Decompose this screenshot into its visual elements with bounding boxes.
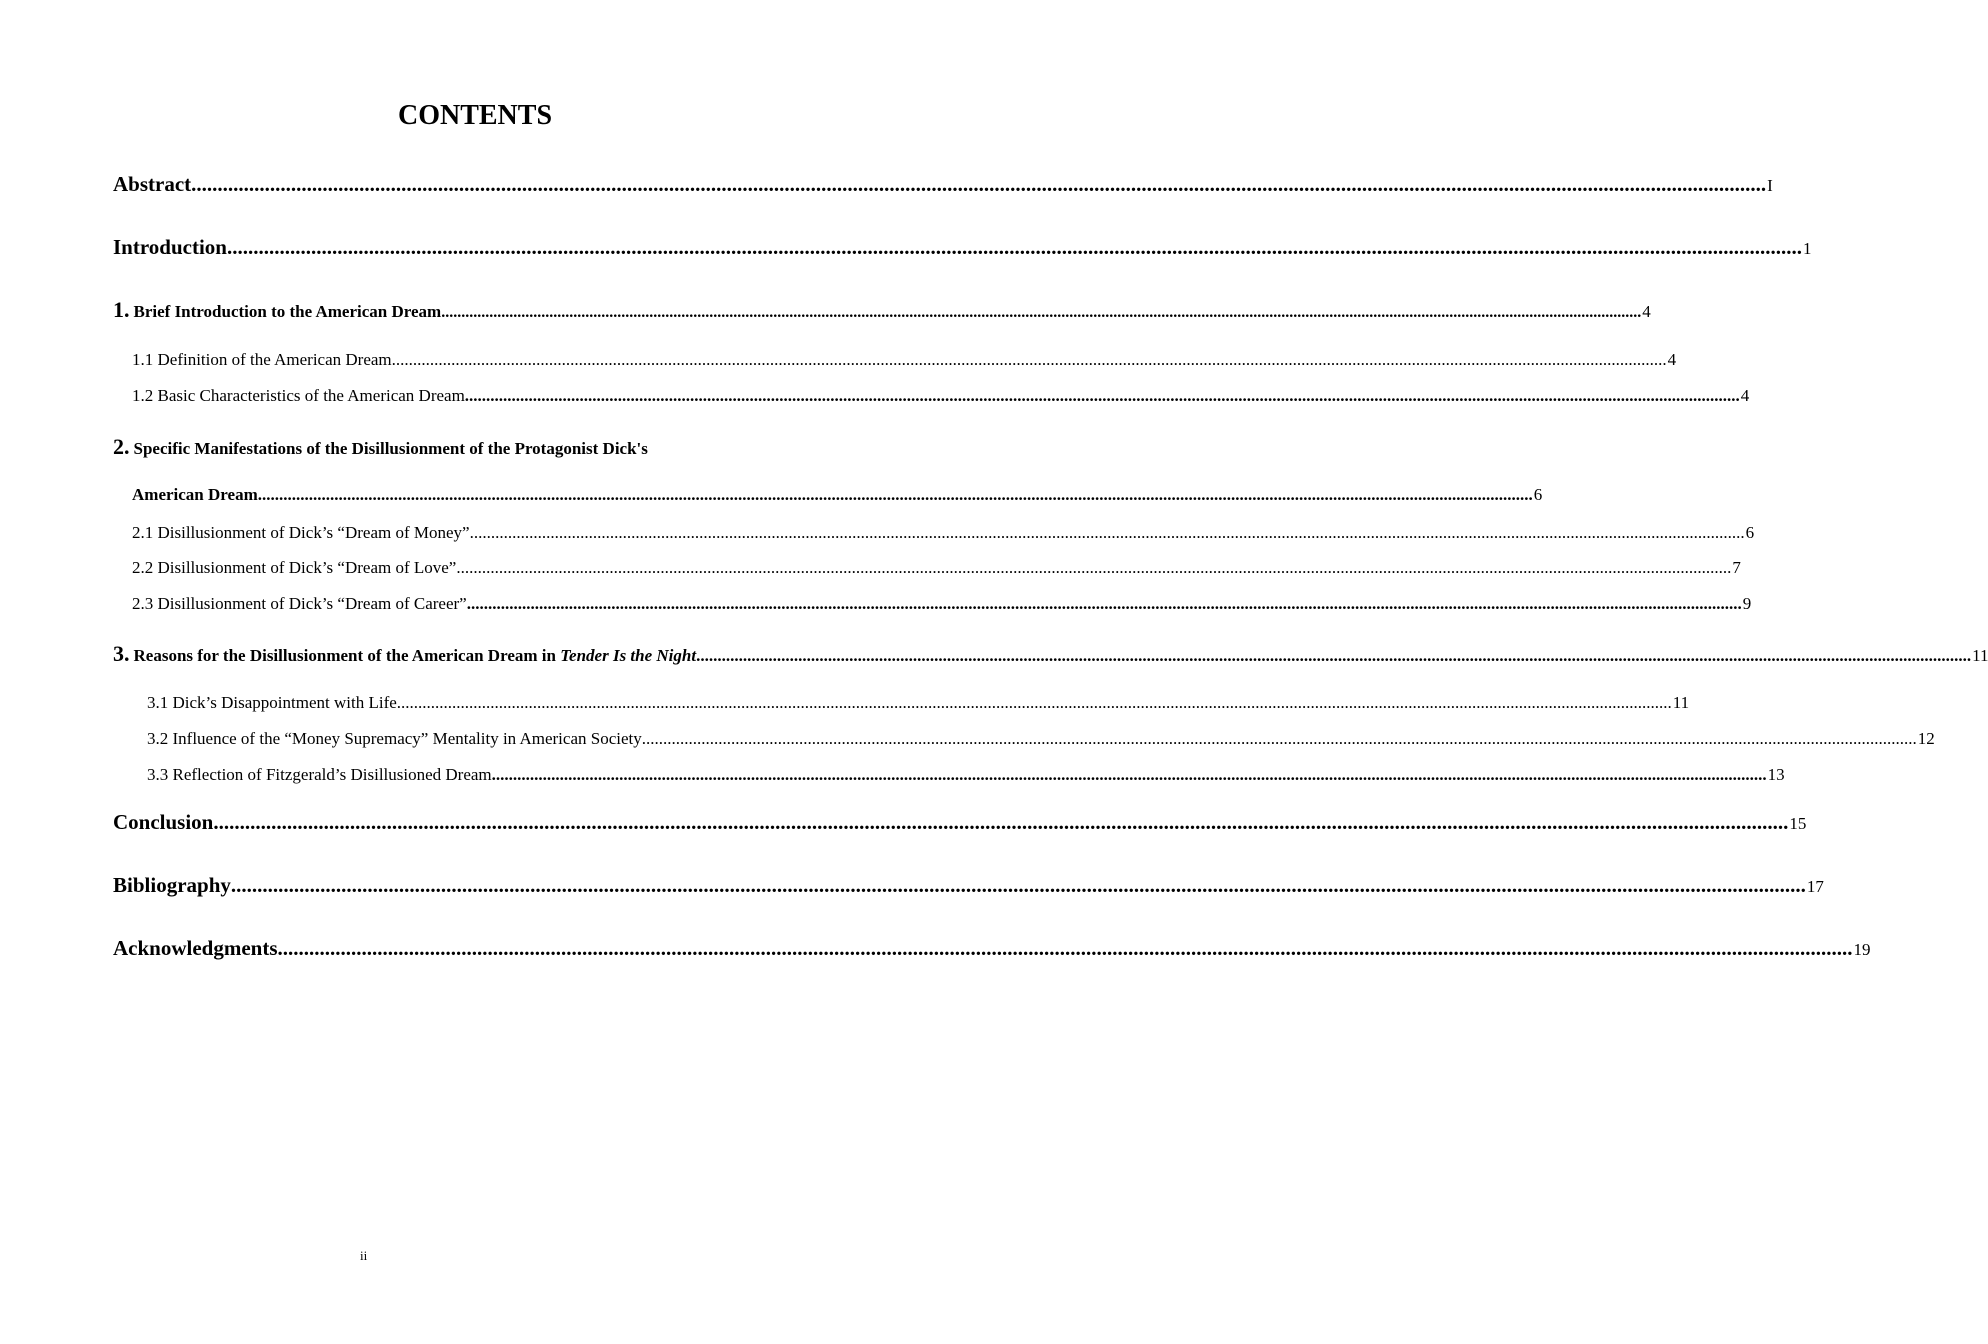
section-number: 3. — [113, 641, 130, 666]
page-footer-number: ii — [360, 1248, 368, 1263]
toc-entry-abstract[interactable] — [113, 172, 1773, 197]
dot-leader: ............................................................................................................................................................................................................................................................................................................ — [491, 765, 1767, 784]
toc-page-number: 11 — [1672, 693, 1690, 712]
toc-page-number: 11 — [1972, 646, 1988, 665]
dot-leader: ............................................................................................................................................................................................................................................................................................................ — [464, 386, 1740, 405]
dot-leader: ............................................................................................................................................................................................................................................................................................................ — [230, 873, 1806, 897]
toc-entry-label: 1.1 Definition of the American Dream — [132, 350, 392, 369]
dot-leader: ............................................................................................................................................................................................................................................................................................................ — [466, 594, 1742, 613]
section-number: 2. — [113, 434, 130, 459]
dot-leader: ............................................................................................................................................................................................................................................................................................................ — [641, 729, 1917, 748]
toc-page-number: 12 — [1917, 729, 1935, 748]
toc-page-number: 15 — [1789, 814, 1807, 833]
section-number: 1. — [113, 297, 130, 322]
toc-page-number: 1 — [1802, 239, 1812, 258]
toc-entry-label: Brief Introduction to the American Dream — [133, 302, 442, 321]
toc-page-number: 19 — [1853, 940, 1871, 959]
toc-page-number: 13 — [1767, 765, 1785, 784]
toc-entry-2-3[interactable] — [132, 594, 1752, 614]
toc-entry-3-2[interactable] — [147, 729, 1935, 749]
toc-entry-label: 2.2 Disillusionment of Dick’s “Dream of Love” — [132, 558, 457, 577]
toc-entry-label: 2.3 Disillusionment of Dick’s “Dream of Career” — [132, 594, 467, 613]
toc-entry-section-2-line2[interactable] — [132, 485, 1543, 505]
toc-page-number: 6 — [1533, 485, 1543, 504]
toc-page-number: I — [1767, 176, 1773, 195]
toc-entry-acknowledgments[interactable] — [113, 936, 1871, 961]
toc-entry-label: 1.2 Basic Characteristics of the American Dream — [132, 386, 465, 405]
toc-entry-label: 3.2 Influence of the “Money Supremacy” Mentality in American Society — [147, 729, 642, 748]
toc-entry-section-3[interactable] — [113, 641, 1988, 667]
toc-entry-3-3[interactable] — [147, 765, 1785, 785]
toc-entry-label: Abstract — [113, 172, 192, 196]
book-title-italic: Tender Is the Night — [560, 646, 697, 665]
toc-entry-label: Introduction — [113, 235, 227, 259]
toc-entry-label-continued: American Dream — [132, 485, 258, 504]
toc-entry-2-2[interactable] — [132, 558, 1741, 578]
toc-entry-1-1[interactable] — [132, 350, 1677, 370]
toc-page-number: 4 — [1667, 350, 1677, 369]
toc-entry-2-1[interactable] — [132, 523, 1755, 543]
toc-entry-conclusion[interactable] — [113, 810, 1807, 835]
page-title: CONTENTS — [397, 100, 553, 131]
dot-leader: ............................................................................................................................................................................................................................................................................................................ — [396, 693, 1672, 712]
toc-entry-3-1[interactable] — [147, 693, 1690, 713]
dot-leader: ............................................................................................................................................................................................................................................................................................................ — [213, 810, 1789, 834]
dot-leader: ............................................................................................................................................................................................................................................................................................................ — [277, 936, 1853, 960]
toc-entry-label: Reasons for the Disillusionment of the American Dream in — [133, 646, 561, 665]
toc-entry-label: Acknowledgments — [113, 936, 278, 960]
toc-entry-section-2-line1[interactable] — [113, 434, 648, 460]
toc-page-number: 17 — [1806, 877, 1824, 896]
toc-entry-label: Conclusion — [113, 810, 214, 834]
toc-page-number: 9 — [1742, 594, 1752, 613]
toc-entry-label: 3.1 Dick’s Disappointment with Life — [147, 693, 397, 712]
dot-leader: ............................................................................................................................................................................................................................................................................................................ — [456, 558, 1732, 577]
dot-leader: ............................................................................................................................................................................................................................................................................................................ — [696, 646, 1972, 665]
toc-entry-label: 3.3 Reflection of Fitzgerald’s Disillusioned Dream — [147, 765, 492, 784]
dot-leader: ............................................................................................................................................................................................................................................................................................................ — [391, 350, 1667, 369]
toc-entry-section-1[interactable] — [113, 297, 1651, 323]
toc-page-number: 7 — [1732, 558, 1741, 577]
dot-leader: ............................................................................................................................................................................................................................................................................................................ — [441, 304, 1642, 321]
toc-entry-label: Bibliography — [113, 873, 231, 897]
toc-entry-bibliography[interactable] — [113, 873, 1824, 898]
dot-leader: ............................................................................................................................................................................................................................................................................................................ — [191, 172, 1767, 196]
toc-page-number: 4 — [1642, 302, 1651, 321]
toc-page-number: 6 — [1745, 523, 1755, 542]
dot-leader: ............................................................................................................................................................................................................................................................................................................ — [226, 235, 1802, 259]
toc-entry-label: 2.1 Disillusionment of Dick’s “Dream of Money” — [132, 523, 470, 542]
toc-page-number: 4 — [1740, 386, 1750, 405]
dot-leader: ............................................................................................................................................................................................................................................................................................................ — [257, 485, 1533, 504]
dot-leader: ............................................................................................................................................................................................................................................................................................................ — [469, 523, 1745, 542]
toc-entry-1-2[interactable] — [132, 386, 1750, 406]
toc-entry-introduction[interactable] — [113, 235, 1812, 260]
toc-entry-label: Specific Manifestations of the Disillusionment of the Protagonist Dick's — [133, 439, 648, 458]
